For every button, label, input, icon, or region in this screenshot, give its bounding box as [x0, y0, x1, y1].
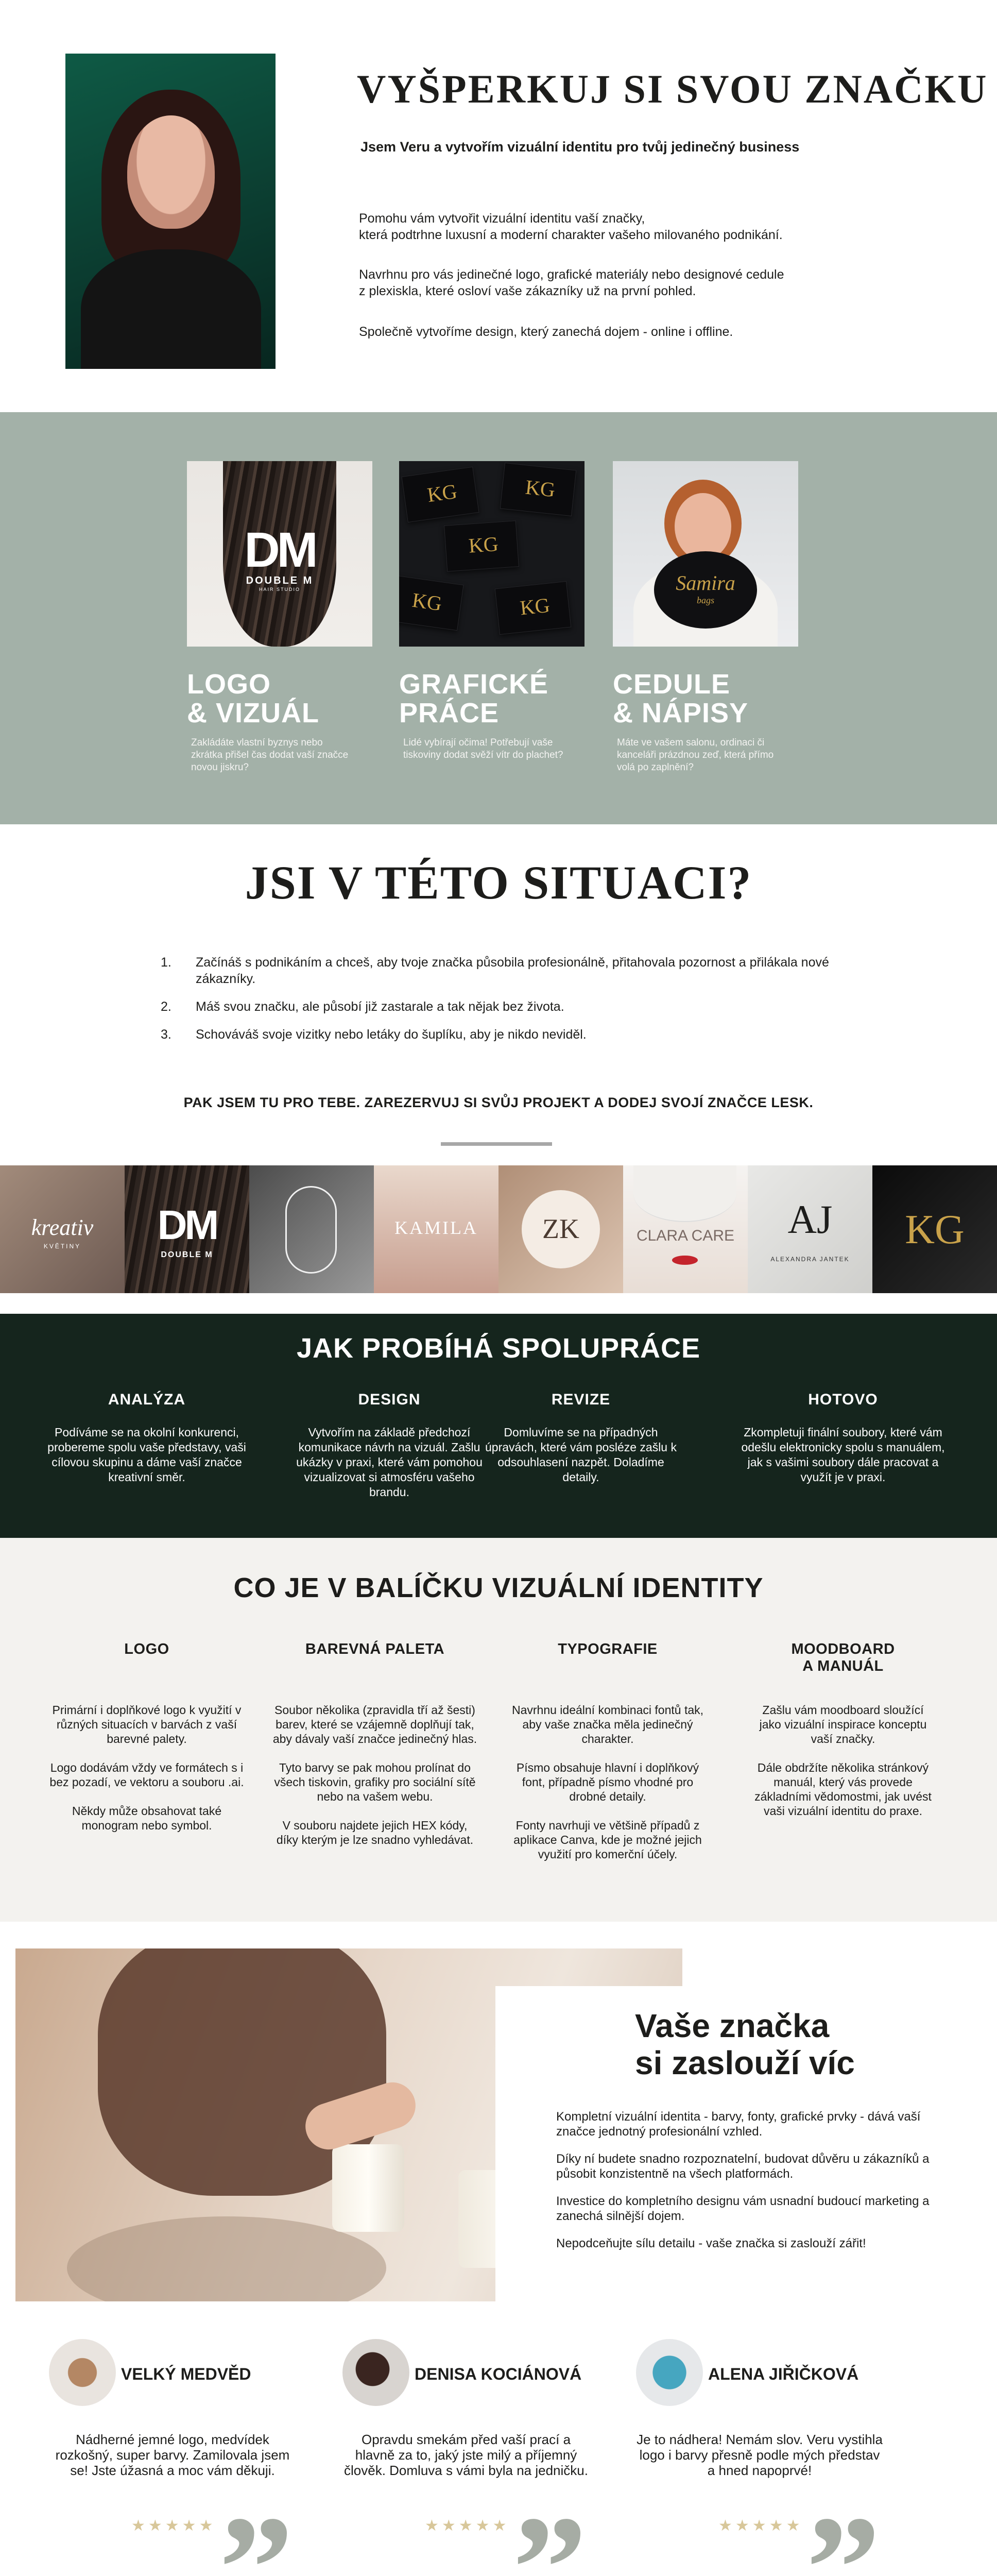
service-signs-text: Máte ve vašem salonu, ordinaci či kanceláři prázdnou zeď, která přímo volá po zaplnění? — [617, 737, 774, 773]
list-item: 1. Začínáš s podnikáním a chceš, aby tvoje značka působila profesionálně, přitahovala pozornost a přilákala nové zákazníky. — [161, 955, 829, 986]
service-graphics-image: KG KG KG KG KG — [399, 461, 585, 647]
service-logo[interactable] — [187, 461, 372, 774]
review-name: DENISA KOCIÁNOVÁ — [415, 2365, 582, 2383]
hero-paragraph-1: Pomohu vám vytvořit vizuální identitu vaší značky, která podtrhne luxusní a moderní charakter vašeho milovaného podnikání. — [359, 211, 783, 242]
star-rating-icon: ★★★★★ — [718, 2517, 803, 2534]
process-step-done: HOTOVO Zkompletuji finální soubory, které vám odešlu elektronicky spolu s manuálem, jak s vašimi soubory dále pracovat a využít je v praxi. — [741, 1391, 945, 1484]
situation-list — [154, 954, 875, 1054]
list-item: 3. Schováváš svoje vizitky nebo letáky do šuplíku, aby je nikdo neviděl. — [161, 1027, 587, 1042]
review-name: ALENA JIŘIČKOVÁ — [708, 2365, 859, 2383]
portrait-photo — [65, 54, 276, 369]
situation-section — [0, 824, 997, 1164]
star-rating-icon: ★★★★★ — [425, 2517, 510, 2534]
situation-cta[interactable]: PAK JSEM TU PRO TEBE. ZAREZERVUJ SI SVŮJ PROJEKT A DODEJ SVOJÍ ZNAČCE LESK. — [183, 1095, 814, 1110]
portfolio-tile-zk[interactable]: ZK — [498, 1165, 623, 1293]
process-step-revision: REVIZE Domluvíme se na případných úpravách, které vám posléze zašlu k odsouhlasení nazpět. Doladíme detaily. — [485, 1391, 677, 1484]
hero-section — [0, 0, 997, 412]
process-step-analysis: ANALÝZA Podíváme se na okolní konkurenci, probereme spolu vaše představy, vaši cílovou skupinu a dáme vaší značce kreativní směr. — [47, 1391, 246, 1484]
portfolio-tile-double-m[interactable]: DM DOUBLE M — [125, 1165, 249, 1293]
brand-title: Vaše značka si zaslouží víc — [635, 2007, 855, 2081]
service-graphics-text: Lidé vybírají očima! Potřebují vaše tiskoviny dodat svěží vítr do plachet? — [403, 737, 563, 760]
service-signs-image — [613, 461, 798, 647]
star-rating-icon: ★★★★★ — [131, 2517, 216, 2534]
quote-icon: ” — [806, 2485, 881, 2576]
review-name: VELKÝ MEDVĚD — [121, 2365, 251, 2383]
review-text: Opravdu smekám před vaší prací a hlavně za to, jaký jste milý a příjemný člověk. Domluva s vámi byla na jedničku. — [344, 2432, 588, 2478]
quote-icon: ” — [512, 2485, 587, 2576]
hero-paragraph-2: Navrhnu pro vás jedinečné logo, grafické materiály nebo designové cedule z plexiskla, které osloví vaše zákazníky už na první pohled. — [359, 267, 784, 298]
avatar — [636, 2339, 703, 2406]
avatar — [49, 2339, 116, 2406]
package-title: CO JE V BALÍČKU VIZUÁLNÍ IDENTITY — [233, 1572, 764, 1603]
services-section — [0, 412, 997, 824]
double-m-logo: DM DOUBLE M HAIR STUDIO — [244, 522, 315, 592]
service-logo-text: Zakládáte vlastní byznys nebo zkrátka přišel čas dodat vaší značce novou jiskru? — [191, 737, 349, 773]
process-step-design: DESIGN Vytvořím na základě předchozí komunikace návrh na vizuál. Zašlu ukázky v praxi, které vám pomohou vizualizovat si atmosféru vašeho brandu. — [296, 1391, 483, 1499]
package-col-typography: TYPOGRAFIE Navrhnu ideální kombinaci fontů tak, aby vaše značka měla jedinečný charakter. Písmo obsahuje hlavní i doplňkový font, případně písmo vhodné pro drobné detaily. Fonty navrhuji ve většině případů z aplikace Canva, kde je možné jejich využití pro komerční účely. — [511, 1641, 704, 1861]
portfolio-tile-kamila[interactable]: KAMILA — [374, 1165, 498, 1293]
package-col-palette: BAREVNÁ PALETA Soubor několika (zpravidla tří až šesti) barev, které se vzájemně doplňují tak, aby dávaly vaší značce jedinečný hlas. Tyto barvy se pak mohou prolínat do všech tiskovin, grafiky pro sociální sítě nebo na vašem webu. V souboru najdete jejich HEX kódy, díky kterým je lze snadno vyhledávat. — [272, 1641, 477, 1846]
hero-paragraph-3: Společně vytvoříme design, který zanechá dojem - online i offline. — [359, 325, 733, 339]
service-signs-title: CEDULE & NÁPISY — [613, 669, 749, 728]
brand-section — [0, 1922, 997, 2313]
hero-title: VYŠPERKUJ SI SVOU ZNAČKU — [357, 66, 988, 111]
package-col-logo: LOGO Primární i doplňkové logo k využití v různých situacích v barvách z vaší barevné palety. Logo dodávám vždy ve formátech s i bez pozadí, ve vektoru a souboru .ai. Někdy může obsahovat také monogram nebo symbol. — [49, 1641, 244, 1832]
package-col-moodboard: MOODBOARD A MANUÁL Zašlu vám moodboard sloužící jako vizuální inspirace konceptu vaší značky. Dále obdržíte několika stránkový manuál, který vás provede základními vědomostmi, jak uvést vaši vizuální identitu do praxe. — [754, 1641, 932, 1818]
service-logo-title: LOGO & VIZUÁL — [187, 669, 319, 728]
samira-sign: Samira bags — [654, 551, 757, 629]
service-graphics[interactable] — [399, 461, 585, 761]
portfolio-tile-kreativ[interactable]: kreativ KVĚTINY — [0, 1165, 125, 1293]
package-section — [0, 1538, 997, 1922]
service-signs[interactable] — [613, 461, 798, 774]
portfolio-strip — [0, 1165, 997, 1293]
portfolio-tile-kg[interactable]: KG — [872, 1165, 997, 1293]
hero-subtitle: Jsem Veru a vytvořím vizuální identitu pro tvůj jedinečný business — [360, 139, 800, 155]
situation-title: JSI V TÉTO SITUACI? — [245, 856, 752, 909]
list-item: 2. Máš svou značku, ale působí již zastarale a tak nějak bez života. — [161, 999, 564, 1014]
reviews-section — [0, 2313, 997, 2576]
brand-text: Kompletní vizuální identita - barvy, fonty, grafické prvky - dává vaší značce jednotný profesionální vzhled. Díky ní budete snadno rozpoznatelní, budovat důvěru u zákazníků a působit konzistentně na všech platformách. Investice do kompletního designu vám usnadní budoucí marketing a zanechá silnější dojem. Nepodceňujte sílu detailu - vaše značka si zaslouží zářit! — [556, 2110, 930, 2250]
portfolio-tile-aj[interactable]: AJ ALEXANDRA JANTEK — [748, 1165, 872, 1293]
review-text: Je to nádhera! Nemám slov. Veru vystihla logo i barvy přesně podle mých představ a hned napoprvé! — [637, 2432, 883, 2478]
process-section — [0, 1314, 997, 1538]
review-text: Nádherné jemné logo, medvídek rozkošný, super barvy. Zamilovala jsem se! Jste úžasná a moc vám děkuji. — [55, 2432, 290, 2478]
service-graphics-title: GRAFICKÉ PRÁCE — [399, 669, 548, 728]
portfolio-tile-hand-logo[interactable] — [249, 1165, 374, 1293]
avatar — [342, 2339, 409, 2406]
divider — [441, 1142, 552, 1146]
process-title: JAK PROBÍHÁ SPOLUPRÁCE — [296, 1333, 701, 1364]
portfolio-tile-clara-care[interactable]: CLARA CARE — [623, 1165, 748, 1293]
quote-icon: ” — [219, 2485, 294, 2576]
service-logo-image — [187, 461, 372, 647]
